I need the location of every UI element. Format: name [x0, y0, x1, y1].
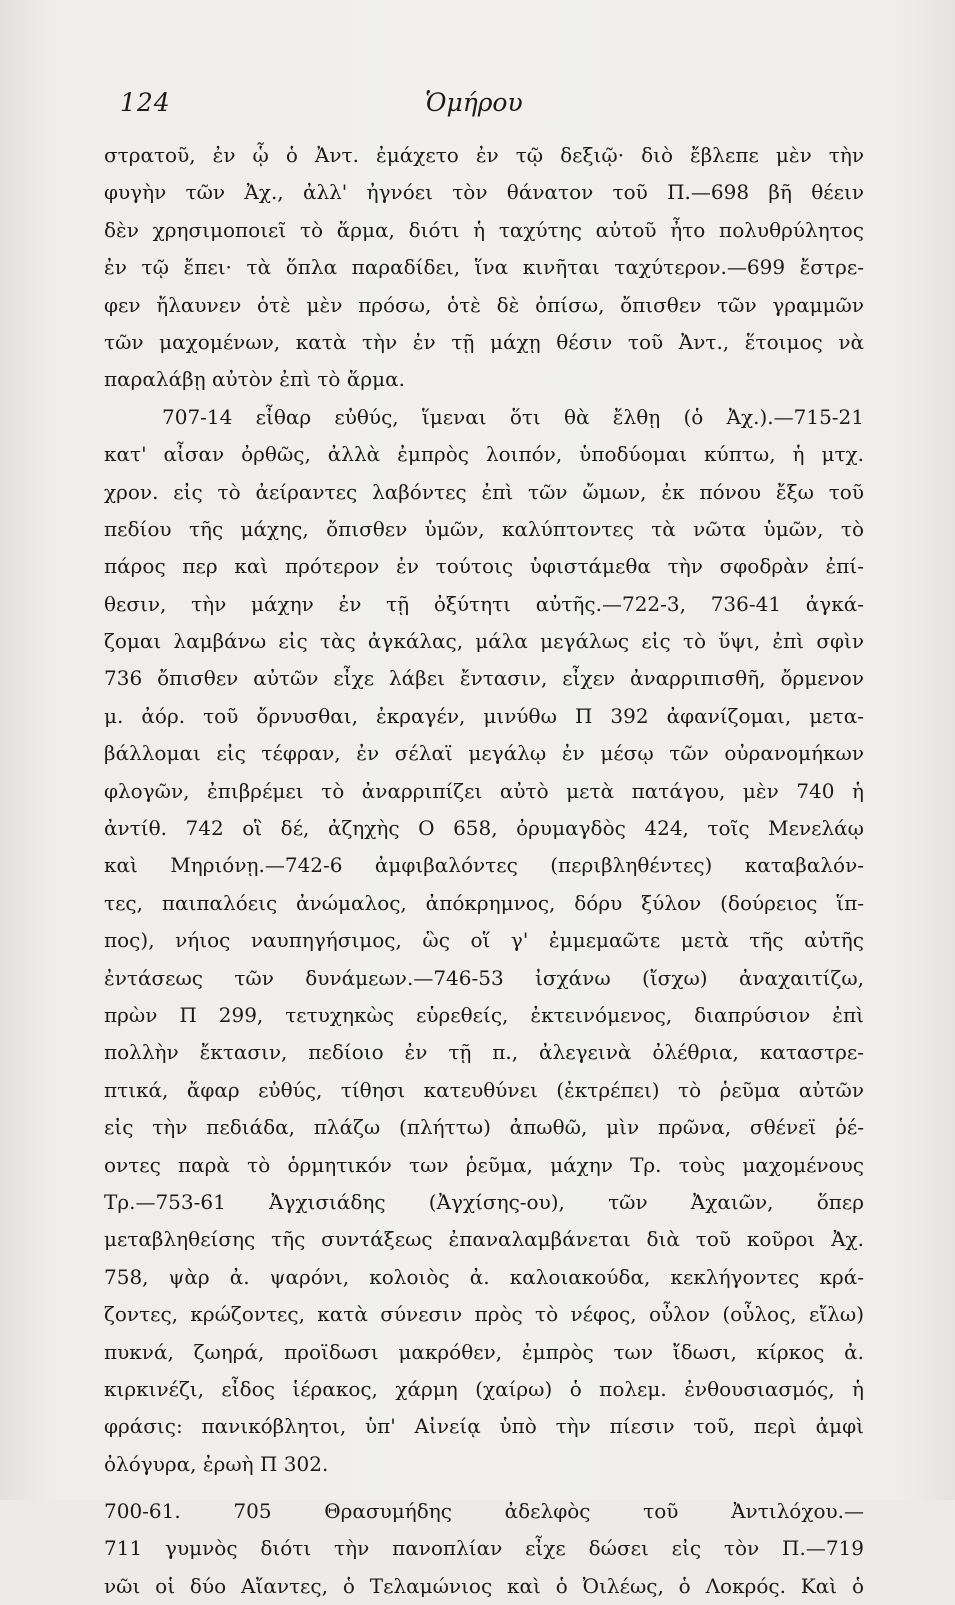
text-line: ζομαι λαμβάνω εἰς τὰς ἀγκάλας, μάλα μεγάλως εἰς τὸ ὕψι, ἐπὶ σφὶν — [104, 629, 864, 654]
text-line: πεδίου τῆς μάχης, ὄπισθεν ὑμῶν, καλύπτοντες τὰ νῶτα ὑμῶν, τὸ — [104, 516, 864, 541]
text-line: 707-14 εἶθαρ εὐθύς, ἵμεναι ὅτι θὰ ἔλθῃ (ὁ Ἀχ.).—715-21 — [162, 404, 864, 429]
text-line: θεσιν, τὴν μάχην ἐν τῇ ὀξύτητι αὐτῆς.—722-3, 736-41 ἀγκά- — [104, 591, 864, 616]
text-line: χρον. εἰς τὸ ἀείραντες λαβόντες ἐπὶ τῶν ὤμων, ἐκ πόνου ἔξω τοῦ — [104, 479, 864, 504]
section-spacer — [104, 1483, 864, 1493]
text-line: εἰς τὴν πεδιάδα, πλάζω (πλήττω) ἀπωθῶ, μὶν πρῶνα, σθένεϊ ῥέ- — [104, 1115, 864, 1140]
text-line: ζοντες, κρώζοντες, κατὰ σύνεσιν πρὸς τὸ νέφος, οὖλον (οὖλος, εἴλω) — [104, 1302, 864, 1327]
text-line: πρὼν Π 299, τετυχηκὼς εὑρεθείς, ἐκτεινόμενος, διαπρύσιον ἐπὶ — [104, 1002, 864, 1027]
text-line: ὀλόγυρα, ἐρωὴ Π 302. — [104, 1451, 329, 1476]
text-line: κιρκινέζι, εἶδος ἱέρακος, χάρμη (χαίρω) ὁ πολεμ. ἐνθουσιασμός, ἡ — [104, 1376, 864, 1401]
text-line: καὶ Μηριόνῃ.—742-6 ἀμφιβαλόντες (περιβληθέντες) καταβαλόν- — [104, 853, 864, 878]
text-line: 736 ὄπισθεν αὐτῶν εἶχε λάβει ἔντασιν, εἶχεν ἀναρριπισθῆ, ὄρμενον — [104, 666, 864, 691]
text-line: ἐν τῷ ἔπει· τὰ ὅπλα παραδίδει, ἵνα κινῆται ταχύτερον.—699 ἔστρε- — [104, 255, 864, 280]
text-line: μ. ἀόρ. τοῦ ὄρνυσθαι, ἐκραγέν, μινύθω Π 392 ἀφανίζομαι, μετα- — [104, 703, 864, 728]
text-line: φυγὴν τῶν Ἀχ., ἀλλ' ἠγνόει τὸν θάνατον τοῦ Π.—698 βῆ θέειν — [104, 180, 864, 205]
text-line: δὲν χρησιμοποιεῖ τὸ ἅρμα, διότι ἡ ταχύτης αὐτοῦ ἦτο πολυθρύλητος — [104, 217, 864, 242]
text-line: πολλὴν ἔκτασιν, πεδίοιο ἐν τῇ π., ἀλεγεινὰ ὀλέθρια, καταστρε- — [104, 1040, 864, 1065]
text-line: 758, ψὰρ ἀ. ψαρόνι, κολοιὸς ἀ. καλοιακούδα, κεκλήγοντες κρά- — [104, 1264, 864, 1289]
text-line: κατ' αἶσαν ὀρθῶς, ἀλλὰ ἐμπρὸς λοιπόν, ὑποδύομαι κύπτω, ἡ μτχ. — [104, 442, 864, 467]
commentary-body — [104, 137, 864, 1605]
text-line: οντες παρὰ τὸ ὁρμητικόν των ῥεῦμα, μάχην Τρ. τοὺς μαχομένους — [104, 1152, 864, 1177]
text-line: πάρος περ καὶ πρότερον ἐν τούτοις ὑφιστάμεθα τὴν σφοδρὰν ἐπί- — [104, 554, 864, 579]
text-line: παραλάβῃ αὐτὸν ἐπὶ τὸ ἅρμα. — [104, 367, 405, 392]
running-title: Ὁμήρου — [425, 88, 523, 117]
text-line: πτικά, ἄφαρ εὐθύς, τίθησι κατευθύνει (ἐκτρέπει) τὸ ῥεῦμα αὐτῶν — [104, 1077, 864, 1102]
text-line: ἀντίθ. 742 οἳ δέ, ἀζηχὴς Ο 658, ὀρυμαγδὸς 424, τοῖς Μενελάῳ — [104, 816, 864, 841]
text-line: Τρ.—753-61 Ἀγχισιάδης (Ἀγχίσης-ου), τῶν Ἀχαιῶν, ὅπερ — [104, 1189, 864, 1214]
text-line: βάλλομαι εἰς τέφραν, ἐν σέλαϊ μεγάλῳ ἐν μέσῳ τῶν οὐρανομήκων — [104, 741, 864, 766]
text-line: μεταβληθείσης τῆς συντάξεως ἐπαναλαμβάνεται διὰ τοῦ κοῦροι Ἀχ. — [104, 1227, 864, 1252]
text-line: στρατοῦ, ἐν ᾧ ὁ Ἀντ. ἐμάχετο ἐν τῷ δεξιῷ· διὸ ἔβλεπε μὲν τὴν — [104, 143, 864, 167]
text-line: τῶν μαχομένων, κατὰ τὴν ἐν τῇ μάχῃ θέσιν τοῦ Ἀντ., ἕτοιμος νὰ — [104, 329, 864, 354]
section-line: νῶι οἱ δύο Αἴαντες, ὁ Τελαμώνιος καὶ ὁ Ὀιλέως, ὁ Λοκρός. Καὶ ὁ — [104, 1573, 864, 1598]
text-line: πος), νήιος ναυπηγήσιμος, ὣς οἵ γ' ἐμμεμαῶτε μετὰ τῆς αὐτῆς — [104, 928, 864, 953]
section-line: 711 γυμνὸς διότι τὴν πανοπλίαν εἶχε δώσει εἰς τὸν Π.—719 — [104, 1536, 864, 1561]
section-line: 700-61. 705 Θρασυμήδης ἀδελφὸς τοῦ Ἀντιλόχου.— — [104, 1499, 864, 1524]
text-line: φράσις: πανικόβλητοι, ὑπ' Αἰνείᾳ ὑπὸ τὴν πίεσιν τοῦ, περὶ ἀμφὶ — [104, 1414, 864, 1439]
text-line: φεν ἤλαυνεν ὁτὲ μὲν πρόσω, ὁτὲ δὲ ὀπίσω, ὄπισθεν τῶν γραμμῶν — [104, 292, 864, 317]
text-line: ἐντάσεως τῶν δυνάμεων.—746-53 ἰσχάνω (ἴσχω) ἀναχαιτίζω, — [104, 965, 864, 990]
text-line: πυκνά, ζωηρά, προϊδωσι μακρόθεν, ἐμπρὸς των ἴδωσι, κίρκος ἀ. — [104, 1339, 864, 1364]
page-header — [120, 88, 860, 128]
text-line: τες, παιπαλόεις ἀνώμαλος, ἀπόκρημνος, δόρυ ξύλον (δούρειος ἵπ- — [104, 890, 864, 915]
page-number: 124 — [120, 88, 171, 117]
text-line: φλογῶν, ἐπιβρέμει τὸ ἀναρριπίζει αὐτὸ μετὰ πατάγου, μὲν 740 ἡ — [104, 778, 864, 803]
